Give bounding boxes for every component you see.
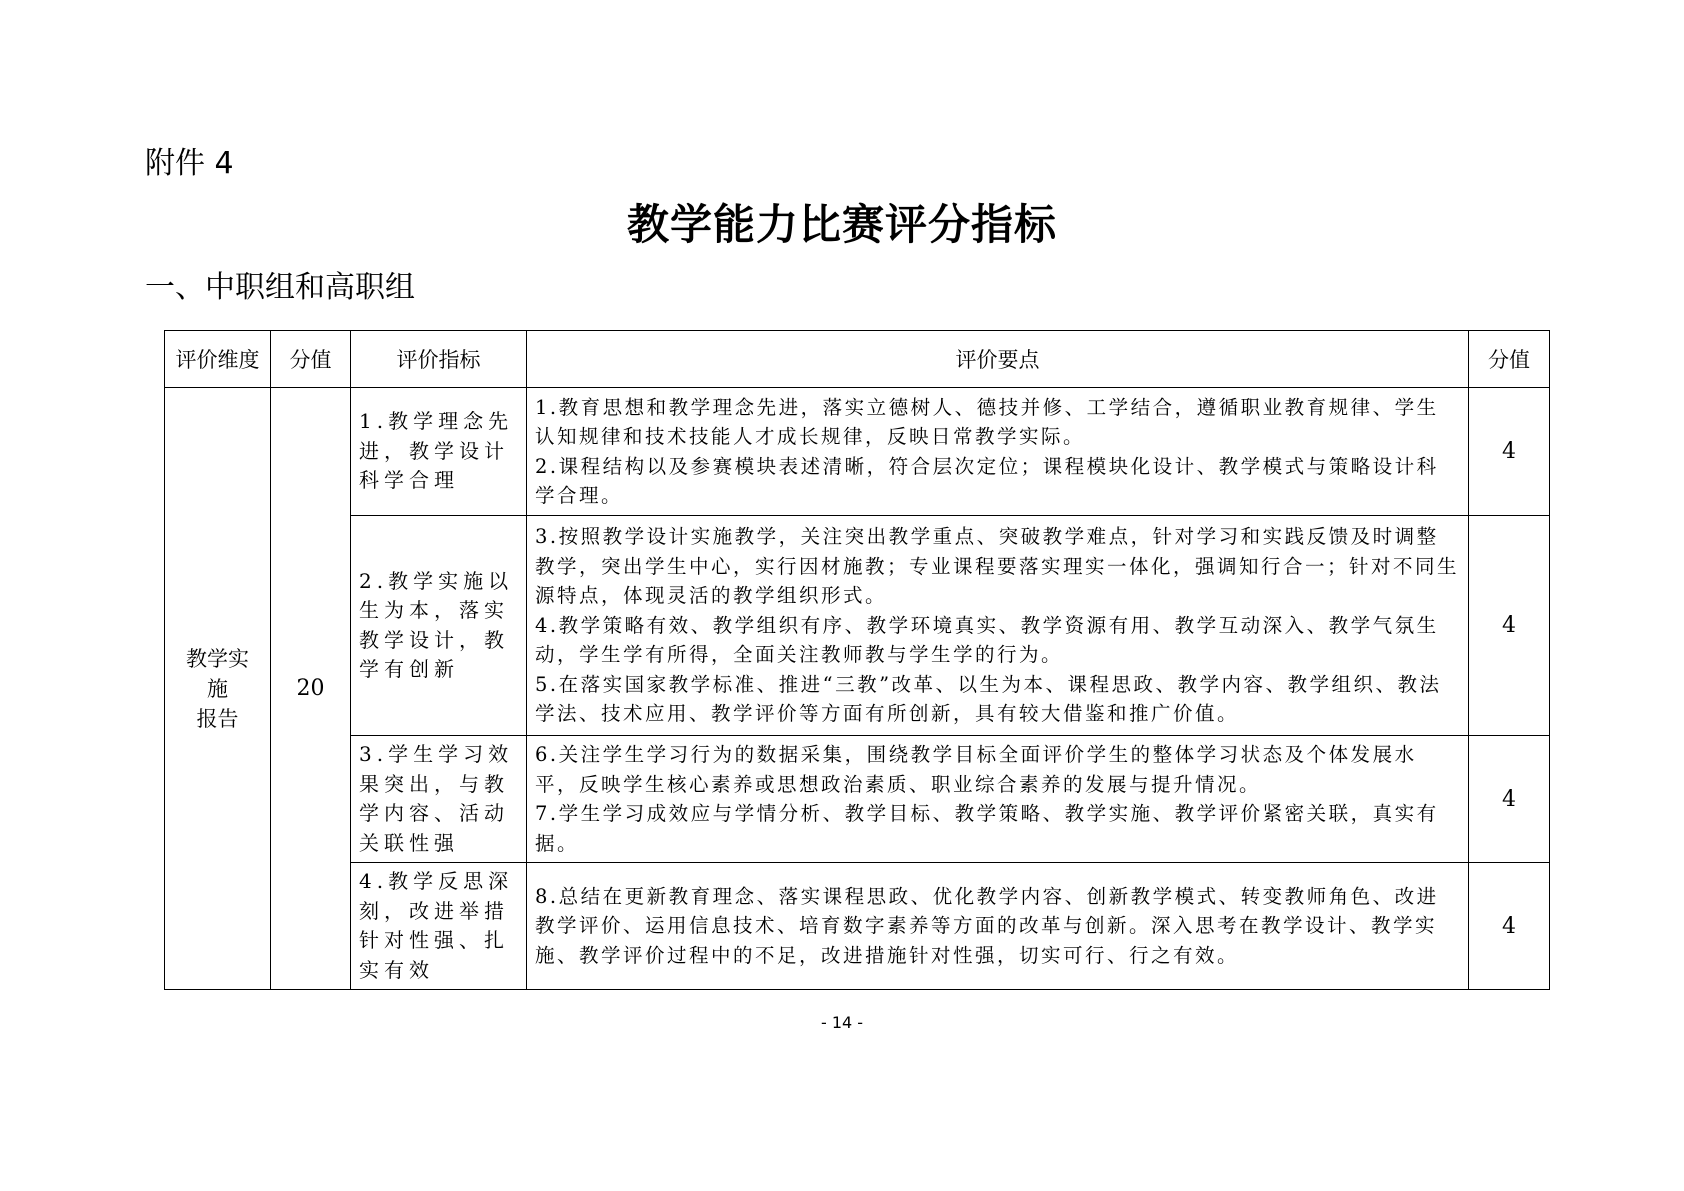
dimension-cell xyxy=(165,388,271,990)
dimension-line: 教学实 xyxy=(186,646,249,671)
indicator-cell: 3.学生学习效果突出，与教学内容、活动关联性强 xyxy=(351,736,527,863)
indicator-cell: 1.教学理念先进，教学设计科学合理 xyxy=(351,388,527,516)
point-item: 6.关注学生学习行为的数据采集，围绕教学目标全面评价学生的整体学习状态及个体发展水平，反映学生核心素养或思想政治素质、职业综合素养的发展与提升情况。 xyxy=(535,743,1417,796)
page-title: 教学能力比赛评分指标 xyxy=(626,200,1057,249)
dimension-line: 施 xyxy=(207,676,228,701)
point-item: 4.教学策略有效、教学组织有序、教学环境真实、教学资源有用、教学互动深入、教学气氛生动，学生学有所得，全面关注教师教与学生学的行为。 xyxy=(535,613,1439,667)
header-dimension: 评价维度 xyxy=(165,331,271,388)
table-row xyxy=(165,736,1550,863)
point-item: 1.教育思想和教学理念先进，落实立德树人、德技并修、工学结合，遵循职业教育规律、学生认知规律和技术技能人才成长规律，反映日常教学实际。 xyxy=(535,395,1439,448)
table-header-row xyxy=(165,331,1550,388)
header-item-score: 分值 xyxy=(1469,331,1550,388)
point-item: 5.在落实国家教学标准、推进“三教”改革、以生为本、课程思政、教学内容、教学组织、教法学法、技术应用、教学评价等方面有所创新，具有较大借鉴和推广价值。 xyxy=(535,672,1442,726)
point-item: 7.学生学习成效应与学情分析、教学目标、教学策略、教学实施、教学评价紧密关联，真实有据。 xyxy=(535,802,1439,855)
indicator-cell: 4.教学反思深刻，改进举措针对性强、扎实有效 xyxy=(351,863,527,990)
item-score: 4 xyxy=(1469,736,1550,863)
table-row xyxy=(165,863,1550,990)
header-indicator: 评价指标 xyxy=(351,331,527,388)
header-score: 分值 xyxy=(271,331,351,388)
dimension-line: 报告 xyxy=(196,706,239,731)
indicator-cell: 2.教学实施以生为本，落实教学设计，教学有创新 xyxy=(351,516,527,736)
points-cell xyxy=(527,516,1469,736)
point-item: 3.按照教学设计实施教学，关注突出教学重点、突破教学难点，针对学习和实践反馈及时调整教学，突出学生中心，实行因材施教；专业课程要落实理实一体化，强调知行合一；针对不同生源特点，体现灵活的教学组织形式。 xyxy=(535,525,1460,608)
table-row xyxy=(165,516,1550,736)
points-cell xyxy=(527,736,1469,863)
point-item: 8.总结在更新教育理念、落实课程思政、优化教学内容、创新教学模式、转变教师角色、改进教学评价、运用信息技术、培育数字素养等方面的改革与创新。深入思考在教学设计、教学实施、教学评价过程中的不足，改进措施针对性强，切实可行、行之有效。 xyxy=(535,884,1439,967)
section-heading: 一、中职组和高职组 xyxy=(145,270,415,305)
header-points: 评价要点 xyxy=(527,331,1469,388)
points-cell xyxy=(527,388,1469,516)
point-item: 2.课程结构以及参赛模块表述清晰，符合层次定位；课程模块化设计、教学模式与策略设计科学合理。 xyxy=(535,454,1439,507)
item-score: 4 xyxy=(1469,863,1550,990)
page-number: - 14 - xyxy=(820,1013,864,1032)
table-row xyxy=(165,388,1550,516)
scoring-table xyxy=(164,330,1550,990)
points-cell xyxy=(527,863,1469,990)
dimension-score: 20 xyxy=(271,388,351,990)
item-score: 4 xyxy=(1469,516,1550,736)
annex-label: 附件 4 xyxy=(145,146,234,181)
item-score: 4 xyxy=(1469,388,1550,516)
